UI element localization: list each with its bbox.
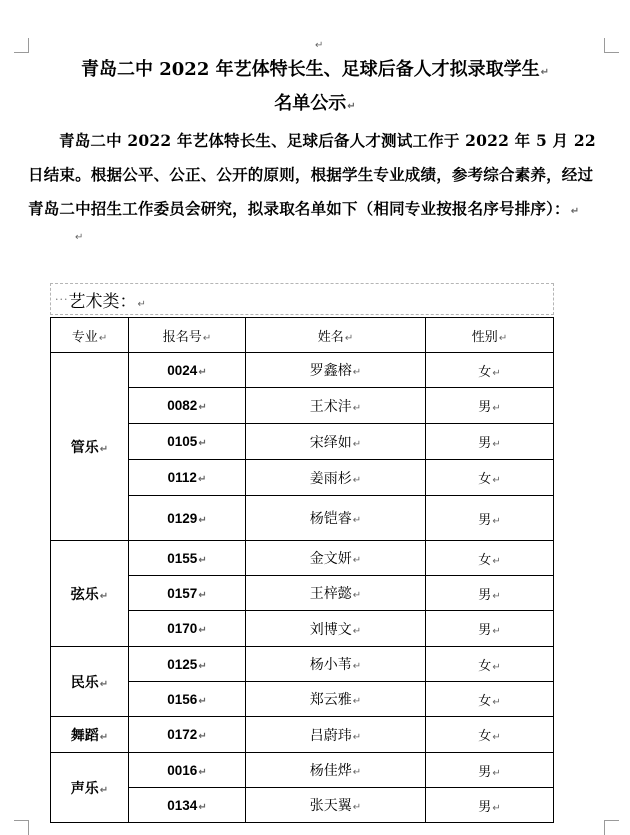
paragraph-mark-icon: ↵ xyxy=(570,206,580,217)
cell-mark-icon: ↵ xyxy=(99,590,109,602)
gender-cell-text: 女 xyxy=(478,364,492,380)
gender-cell[interactable] xyxy=(426,541,554,576)
cell-mark-icon: ↵ xyxy=(197,474,207,485)
student-name-cell[interactable] xyxy=(246,496,426,541)
cell-mark-icon: ↵ xyxy=(198,554,207,566)
registration-number-cell-text: 0156 xyxy=(167,691,198,707)
cell-mark-icon: ↵ xyxy=(492,626,501,637)
cell-mark-icon: ↵ xyxy=(492,590,501,602)
gender-cell-text: 男 xyxy=(478,764,492,780)
cell-mark-icon: ↵ xyxy=(198,801,207,813)
student-name-cell-text: 杨铠睿 xyxy=(309,511,352,527)
registration-number-cell[interactable] xyxy=(129,388,246,424)
registration-number-cell-text: 0024 xyxy=(167,362,198,378)
registration-number-cell-text: 0016 xyxy=(167,762,198,778)
registration-number-cell[interactable] xyxy=(129,460,246,496)
table-row xyxy=(51,353,554,388)
registration-number-cell-text: 0155 xyxy=(167,550,198,566)
cell-mark-icon: ↵ xyxy=(492,732,501,743)
gender-cell[interactable] xyxy=(426,753,554,788)
cell-mark-icon: ↵ xyxy=(492,367,501,379)
paragraph-mark-icon: ↵ xyxy=(347,101,356,112)
gender-cell-text: 男 xyxy=(478,512,492,528)
table-header-row xyxy=(51,318,554,353)
student-name-cell-text: 宋绎如 xyxy=(309,434,352,451)
cell-mark-icon: ↵ xyxy=(352,555,362,566)
paragraph-mark-icon: ↵ xyxy=(315,40,324,51)
cell-mark-icon: ↵ xyxy=(492,515,501,527)
student-name-cell-text: 王梓懿 xyxy=(309,586,352,602)
cell-mark-icon: ↵ xyxy=(352,590,362,601)
gender-cell-text: 女 xyxy=(478,472,492,487)
registration-number-cell-text: 0112 xyxy=(167,470,197,485)
gender-cell-text: 女 xyxy=(478,552,492,568)
gender-cell[interactable] xyxy=(426,424,554,460)
table-row xyxy=(51,541,554,576)
cell-mark-icon: ↵ xyxy=(99,678,109,690)
cell-mark-icon: ↵ xyxy=(198,695,207,707)
gender-cell-text: 男 xyxy=(478,587,492,603)
gender-cell[interactable] xyxy=(426,611,554,647)
gender-cell[interactable] xyxy=(426,717,554,753)
cell-mark-icon: ↵ xyxy=(352,661,362,672)
major-cell[interactable] xyxy=(51,647,129,717)
page-corner-mark xyxy=(14,820,29,835)
registration-number-cell-text: 0172 xyxy=(167,727,198,742)
paragraph-mark-icon: ↵ xyxy=(540,67,550,78)
registration-number-cell[interactable] xyxy=(129,541,246,576)
cell-mark-icon: ↵ xyxy=(99,784,109,796)
registration-number-cell[interactable] xyxy=(129,611,246,647)
registration-number-cell-text: 0134 xyxy=(167,797,198,813)
registration-number-cell[interactable] xyxy=(129,496,246,541)
student-name-cell-text: 杨小苇 xyxy=(309,657,352,673)
header-name: 姓名↵ xyxy=(246,318,426,353)
registration-number-cell[interactable] xyxy=(129,753,246,788)
gender-cell[interactable] xyxy=(426,388,554,424)
student-name-cell[interactable] xyxy=(246,611,426,647)
gender-cell-text: 女 xyxy=(478,693,492,709)
student-name-cell[interactable] xyxy=(246,753,426,788)
registration-number-cell[interactable] xyxy=(129,353,246,388)
document-title[interactable]: 青岛二中 2022 年艺体特长生、足球后备人才拟录取学生↵ xyxy=(80,59,550,80)
major-label: 弦乐 xyxy=(70,586,99,603)
page-corner-mark xyxy=(604,38,619,53)
major-label: 舞蹈 xyxy=(70,727,99,744)
registration-number-cell[interactable] xyxy=(129,424,246,460)
cell-mark-icon: ↵ xyxy=(198,589,207,601)
cell-mark-icon: ↵ xyxy=(492,403,501,414)
cell-mark-icon: ↵ xyxy=(202,332,212,344)
gender-cell-text: 男 xyxy=(478,436,492,451)
gender-cell-text: 女 xyxy=(478,729,492,744)
cell-mark-icon: ↵ xyxy=(198,766,207,778)
cell-mark-icon: ↵ xyxy=(352,402,362,414)
page-corner-mark xyxy=(604,820,619,835)
cell-mark-icon: ↵ xyxy=(99,443,109,455)
cell-mark-icon: ↵ xyxy=(492,767,501,779)
gender-cell[interactable] xyxy=(426,682,554,717)
table-row xyxy=(51,647,554,682)
student-name-cell[interactable] xyxy=(246,682,426,717)
page-corner-mark xyxy=(14,38,29,53)
student-name-cell-text: 姜雨杉 xyxy=(309,470,352,487)
cell-mark-icon: ↵ xyxy=(198,625,207,636)
registration-number-cell[interactable] xyxy=(129,647,246,682)
cell-mark-icon: ↵ xyxy=(492,555,501,567)
student-name-cell[interactable] xyxy=(246,717,426,753)
gender-cell[interactable] xyxy=(426,460,554,496)
student-name-cell-text: 张天翼 xyxy=(309,798,352,814)
gender-cell-text: 男 xyxy=(478,623,492,638)
table-row xyxy=(51,753,554,788)
student-name-cell-text: 罗鑫榕 xyxy=(309,363,352,379)
cell-mark-icon: ↵ xyxy=(352,438,362,450)
registration-number-cell-text: 0129 xyxy=(167,510,198,526)
registration-number-cell-text: 0105 xyxy=(167,434,198,449)
gender-cell-text: 女 xyxy=(478,658,492,674)
gender-cell[interactable] xyxy=(426,496,554,541)
major-label: 声乐 xyxy=(70,780,99,797)
cell-mark-icon: ↵ xyxy=(198,366,207,378)
registration-number-cell-text: 0082 xyxy=(167,398,198,413)
student-name-cell[interactable] xyxy=(246,424,426,460)
gender-cell[interactable] xyxy=(426,788,554,823)
category-heading: ···艺术类：↵ xyxy=(55,292,146,312)
student-name-cell[interactable] xyxy=(246,576,426,611)
cell-mark-icon: ↵ xyxy=(198,660,207,672)
cell-mark-icon: ↵ xyxy=(98,332,108,344)
body-paragraph[interactable]: 青岛二中 2022 年艺体特长生、足球后备人才测试工作于 2022 年 5 月 22 日结束。根据公平、公正、公开的原则，根据学生专业成绩，参考综合素养，经过青岛二中招生工作委员会研究，拟录取名单如下（相同专业按报名序号排序）：↵ xyxy=(28,131,596,218)
major-label: 管乐 xyxy=(70,439,99,456)
cell-mark-icon: ↵ xyxy=(492,661,501,673)
cell-mark-icon: ↵ xyxy=(352,767,362,778)
cell-mark-icon: ↵ xyxy=(492,439,501,450)
student-name-cell-text: 刘博文 xyxy=(309,621,352,638)
cell-mark-icon: ↵ xyxy=(198,402,207,413)
indent-dots-icon: ··· xyxy=(55,293,69,306)
student-name-cell-text: 杨佳烨 xyxy=(309,763,352,779)
cell-mark-icon: ↵ xyxy=(352,515,362,526)
cell-mark-icon: ↵ xyxy=(352,474,362,486)
cell-mark-icon: ↵ xyxy=(352,802,362,813)
student-name-cell-text: 王术沣 xyxy=(309,398,352,415)
cell-mark-icon: ↵ xyxy=(492,802,501,814)
student-name-cell-text: 郑云雅 xyxy=(309,692,352,708)
cell-mark-icon: ↵ xyxy=(198,438,207,449)
paragraph-mark-icon: ↵ xyxy=(75,232,84,243)
gender-cell-text: 男 xyxy=(478,799,492,815)
student-name-cell[interactable] xyxy=(246,460,426,496)
gender-cell-text: 男 xyxy=(478,400,492,415)
document-subtitle[interactable]: 名单公示↵ xyxy=(274,93,356,114)
student-name-cell[interactable] xyxy=(246,541,426,576)
cell-mark-icon: ↵ xyxy=(352,367,362,378)
registration-number-cell-text: 0125 xyxy=(167,656,198,672)
student-name-cell-text: 吕蔚玮 xyxy=(309,727,352,744)
student-name-cell[interactable] xyxy=(246,788,426,823)
gender-cell[interactable] xyxy=(426,647,554,682)
category-heading-box[interactable] xyxy=(50,283,554,315)
registration-number-cell-text: 0157 xyxy=(167,585,198,601)
registration-number-cell[interactable] xyxy=(129,576,246,611)
table-row xyxy=(51,717,554,753)
registration-number-cell[interactable] xyxy=(129,788,246,823)
cell-mark-icon: ↵ xyxy=(492,696,501,708)
admission-table[interactable] xyxy=(50,317,554,823)
student-name-cell[interactable] xyxy=(246,353,426,388)
major-cell[interactable] xyxy=(51,753,129,823)
gender-cell[interactable] xyxy=(426,576,554,611)
registration-number-cell-text: 0170 xyxy=(167,621,198,636)
cell-mark-icon: ↵ xyxy=(352,731,362,743)
header-id: 报名号↵ xyxy=(129,318,246,353)
major-cell[interactable] xyxy=(51,541,129,647)
gender-cell[interactable] xyxy=(426,353,554,388)
paragraph-mark-icon: ↵ xyxy=(137,299,146,310)
major-label: 民乐 xyxy=(70,674,99,691)
cell-mark-icon: ↵ xyxy=(198,514,207,526)
registration-number-cell[interactable] xyxy=(129,682,246,717)
header-major: 专业↵ xyxy=(51,318,129,353)
student-name-cell-text: 金文妍 xyxy=(309,551,352,567)
cell-mark-icon: ↵ xyxy=(198,731,207,742)
cell-mark-icon: ↵ xyxy=(498,332,508,344)
cell-mark-icon: ↵ xyxy=(344,332,354,344)
registration-number-cell[interactable] xyxy=(129,717,246,753)
student-name-cell[interactable] xyxy=(246,647,426,682)
cell-mark-icon: ↵ xyxy=(99,731,109,743)
cell-mark-icon: ↵ xyxy=(352,696,362,707)
major-cell[interactable] xyxy=(51,717,129,753)
major-cell[interactable] xyxy=(51,353,129,541)
header-gender: 性别↵ xyxy=(426,318,554,353)
cell-mark-icon: ↵ xyxy=(352,625,362,637)
student-name-cell[interactable] xyxy=(246,388,426,424)
cell-mark-icon: ↵ xyxy=(492,475,501,486)
